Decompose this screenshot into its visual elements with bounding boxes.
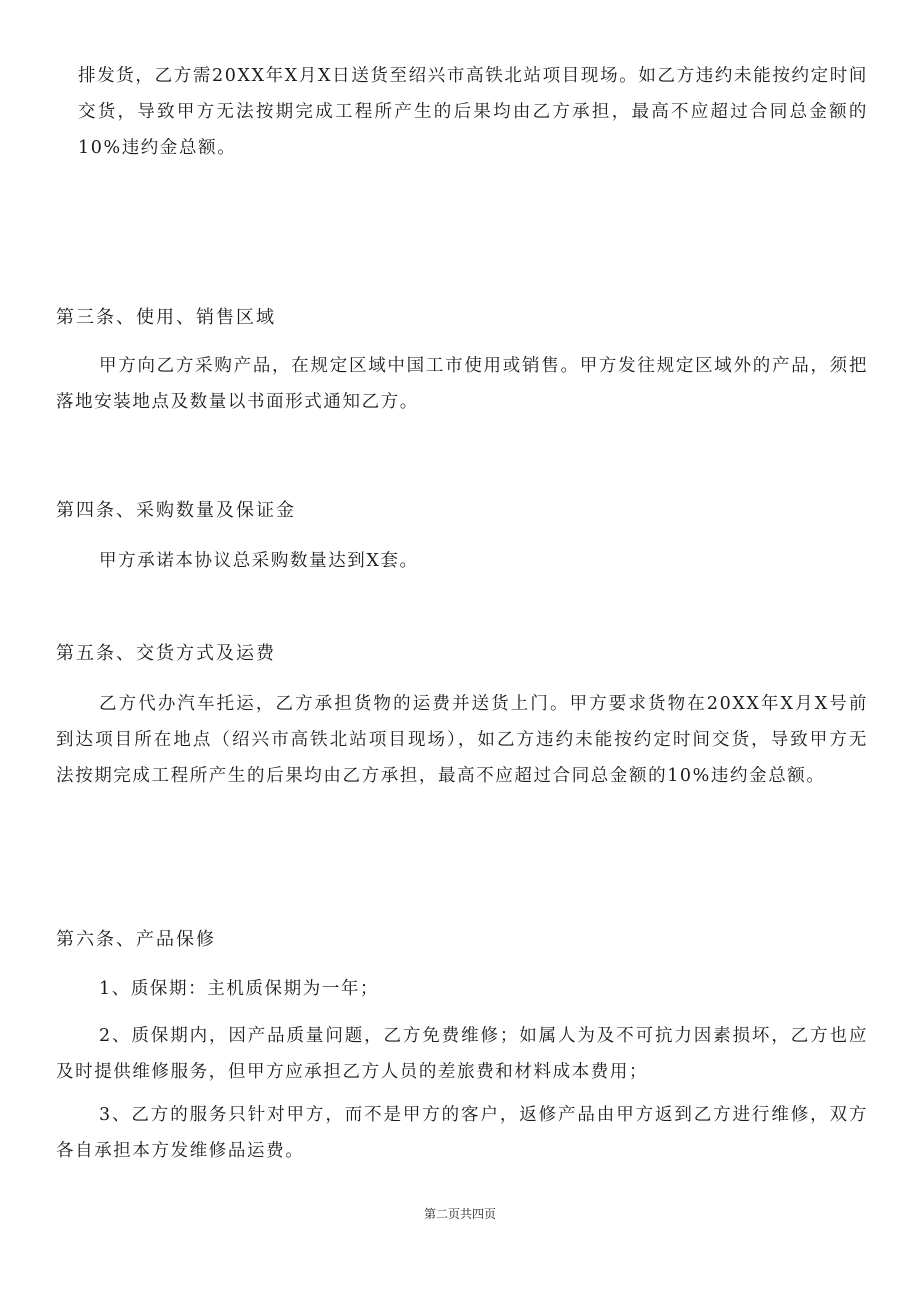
article-3-heading: 第三条、使用、销售区域 — [56, 307, 276, 328]
article-5-body: 乙方代办汽车托运，乙方承担货物的运费并送货上门。甲方要求货物在20XX年X月X号前到达项目所在地点（绍兴市高铁北站项目现场），如乙方违约未能按约定时间交货，导致甲方无法按期完成工程所产生的后果均由乙方承担，最高不应超过合同总金额的10%违约金总额。 — [56, 694, 868, 786]
continuation-paragraph: 排发货，乙方需20XX年X月X日送货至绍兴市高铁北站项目现场。如乙方违约未能按约定时间交货，导致甲方无法按期完成工程所产生的后果均由乙方承担，最高不应超过合同总金额的10%违约金总额。 — [78, 66, 868, 158]
article-4-body: 甲方承诺本协议总采购数量达到X套。 — [99, 551, 419, 571]
article-6-item-1: 1、质保期：主机质保期为一年； — [99, 979, 380, 999]
article-4-heading: 第四条、采购数量及保证金 — [56, 500, 296, 521]
article-6-heading: 第六条、产品保修 — [56, 929, 216, 950]
article-3-body: 甲方向乙方采购产品，在规定区域中国工市使用或销售。甲方发往规定区域外的产品，须把落地安装地点及数量以书面形式通知乙方。 — [56, 356, 868, 412]
article-6-item-2: 2、质保期内，因产品质量问题，乙方免费维修；如属人为及不可抗力因素损坏，乙方也应及时提供维修服务，但甲方应承担乙方人员的差旅费和材料成本费用； — [56, 1026, 868, 1082]
article-6-item-3: 3、乙方的服务只针对甲方，而不是甲方的客户，返修产品由甲方返到乙方进行维修，双方各自承担本方发维修品运费。 — [56, 1105, 868, 1161]
article-5-heading: 第五条、交货方式及运费 — [56, 643, 276, 664]
page-footer: 第二页共四页 — [423, 1207, 496, 1221]
